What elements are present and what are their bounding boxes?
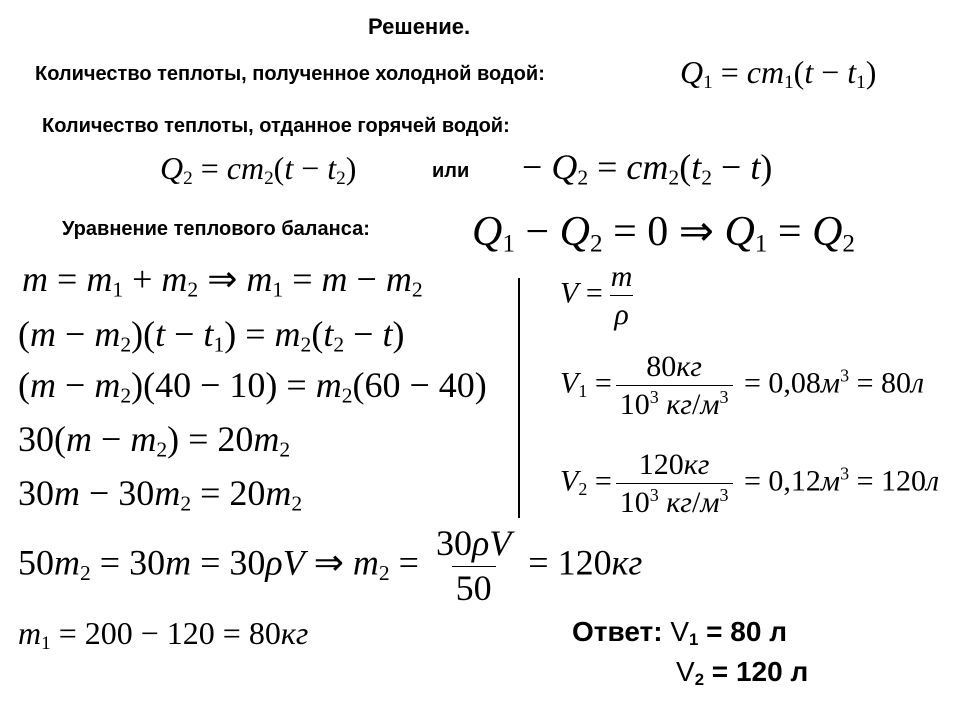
divider-line xyxy=(518,278,520,518)
formula-v1: $V_1$ = $\frac{80кг}{10^3 кг/м^3}$ = $0,08м^3 = 80л$ xyxy=(560,350,925,421)
formula-v2: $V_2$ = $\frac{120кг}{10^3 кг/м^3}$ = $0,12м^3 = 120л$ xyxy=(560,448,940,519)
answer-v2-symbol: V xyxy=(676,656,695,687)
formula-q2: $Q_2 = cm_2(t - t_2)$ xyxy=(160,150,357,189)
balance-label: Уравнение теплового баланса: xyxy=(62,218,370,240)
answer-v2 xyxy=(676,656,808,690)
formula-eq3: $30(m - m_2) = 20m_2$ xyxy=(18,419,291,462)
answer-v1-sub: 1 xyxy=(689,630,699,650)
answer-v2-value: = 120 л xyxy=(704,656,809,687)
formula-balance: $Q_1 - Q_2 = 0$ ⇒ $Q_1 = Q_2$ xyxy=(472,209,856,258)
or-label: или xyxy=(432,160,470,182)
formula-mass-sum: $m = m_1 + m_2$ ⇒ $m_1 = m - m_2$ xyxy=(22,259,423,302)
formula-neg-q2: − $Q_2 = cm_2(t_2 - t)$ xyxy=(522,147,773,190)
answer-prefix: Ответ: xyxy=(572,616,663,647)
formula-eq1: $(m - m_2)(t - t_1) = m_2(t_2 - t)$ xyxy=(18,314,405,357)
formula-v-def: V = $\frac{m}{\rho}$ xyxy=(560,260,633,331)
answer-v1-value: = 80 л xyxy=(698,616,788,647)
cold-heat-label: Количество теплоты, полученное холодной водой: xyxy=(35,63,545,85)
answer-v1 xyxy=(572,616,787,650)
formula-eq6: $m_1 = 200 - 120 = 80кг$ xyxy=(18,615,309,654)
answer-v2-sub: 2 xyxy=(694,670,705,690)
formula-eq5: $50m_2 = 30m = 30\rho V$ ⇒ $m_2$ = $\frac{30\rho V}{50}$ = 120кг xyxy=(18,523,643,608)
page-title: Решение. xyxy=(368,14,471,39)
formula-eq2: $(m - m_2)(40 - 10) = m_2(60 - 40)$ xyxy=(18,365,487,408)
answer-v1-symbol: V xyxy=(670,616,690,647)
formula-q1: $Q_1 = cm_1(t - t_1)$ xyxy=(680,54,877,93)
formula-eq4: $30m - 30m_2 = 20m_2$ xyxy=(18,473,303,516)
hot-heat-label: Количество теплоты, отданное горячей водой: xyxy=(42,115,510,137)
